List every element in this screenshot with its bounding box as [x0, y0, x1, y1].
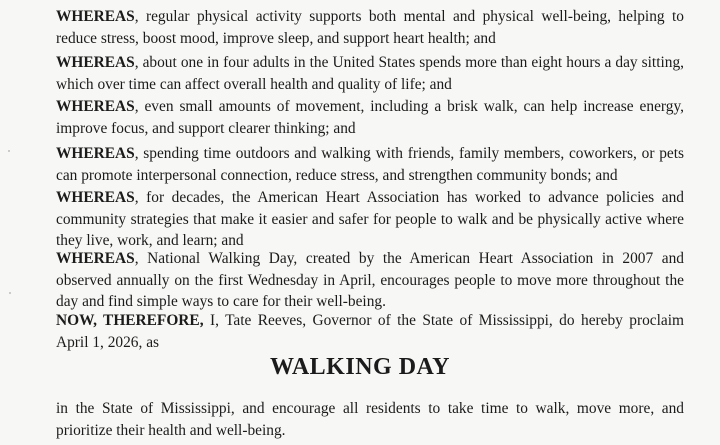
scan-speck: [9, 292, 11, 294]
paragraph-text: , about one in four adults in the United States spends more than eight hours a day sitting, which over time can affect overall health and quality of life; and: [56, 54, 684, 93]
closing-paragraph: in the State of Mississippi, and encourage all residents to take time to walk, move more, and prioritize their health and well-being.: [56, 400, 684, 439]
paragraph-text: I, Tate Reeves, Governor of the State of Mississippi, do hereby proclaim April 1, 2026, as: [56, 312, 684, 351]
paragraph-text: , regular physical activity supports both mental and physical well-being, helping to reduce stress, boost mood, improve sleep, and support heart health; and: [56, 8, 684, 47]
paragraph-lead: WHEREAS: [56, 98, 135, 115]
proclamation-heading: WALKING DAY: [270, 354, 450, 380]
whereas-paragraph-1: [56, 6, 684, 49]
whereas-paragraph-4: [56, 143, 684, 186]
whereas-paragraph-5: [56, 187, 684, 252]
paragraph-text: , spending time outdoors and walking with friends, family members, coworkers, or pets can promote interpersonal connection, reduce stress, and strengthen community bonds; and: [56, 145, 684, 184]
paragraph-lead: NOW, THEREFORE,: [56, 312, 204, 329]
whereas-paragraph-3: [56, 96, 684, 139]
whereas-paragraph-6: [56, 248, 684, 313]
whereas-paragraph-2: [56, 52, 684, 95]
paragraph-lead: WHEREAS: [56, 54, 135, 71]
scan-speck: [8, 150, 10, 152]
paragraph-text: , for decades, the American Heart Association has worked to advance policies and community strategies that make it easier and safer for people to walk and be physically active where they live, work, and learn; and: [56, 189, 684, 249]
proclamation-paragraph: [56, 310, 684, 353]
paragraph-lead: WHEREAS: [56, 8, 135, 25]
paragraph-text: , even small amounts of movement, including a brisk walk, can help increase energy, improve focus, and support clearer thinking; and: [56, 98, 684, 137]
paragraph-text: , National Walking Day, created by the American Heart Association in 2007 and observed annually on the first Wednesday in April, encourages people to move more throughout the day and find simple ways to care for their well-being.: [56, 250, 684, 310]
paragraph-lead: WHEREAS: [56, 250, 135, 267]
paragraph-lead: WHEREAS: [56, 189, 135, 206]
paragraph-lead: WHEREAS: [56, 145, 135, 162]
